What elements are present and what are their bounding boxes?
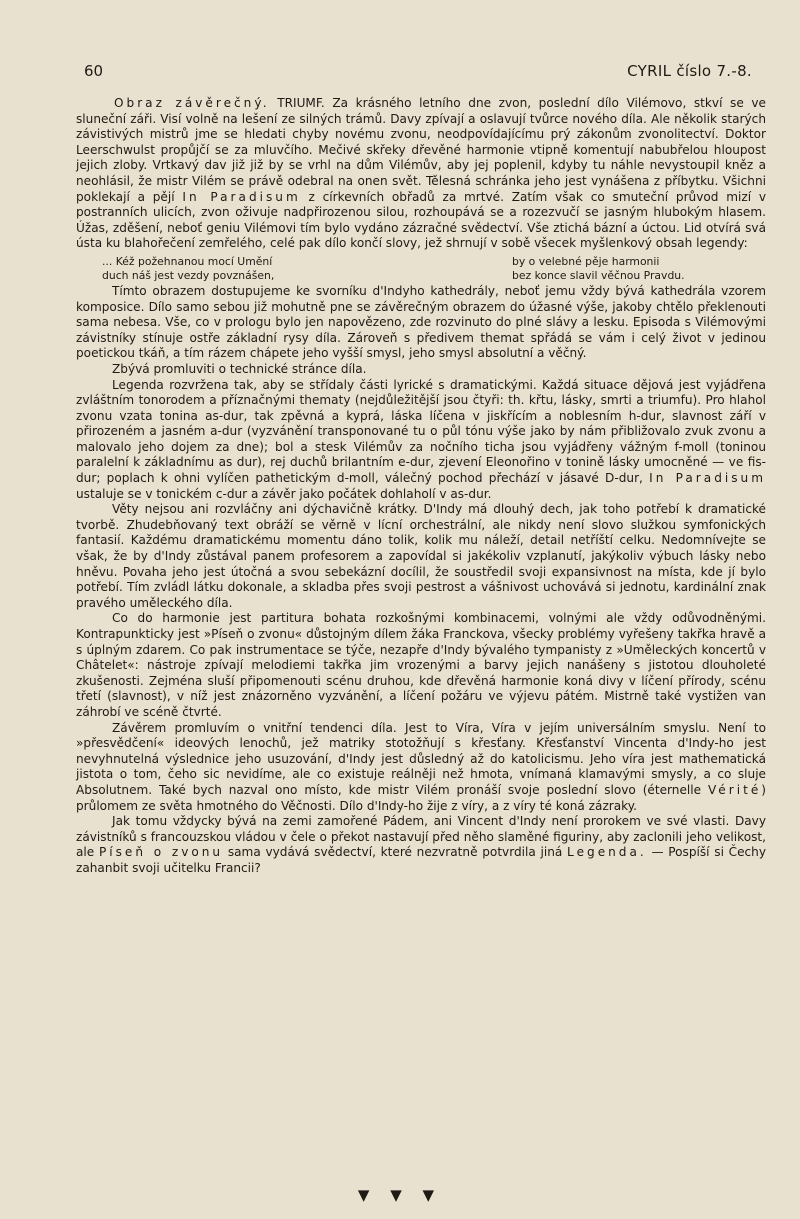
paragraph-text: Jak tomu vždycky bývá na zemi zamořené Pádem, ani Vincent d'Indy není prorokem ve své vlasti. Davy závistníků s francouzskou vládou v čele o překot nastavují před něho slaměné figuriny, aby zaclonili jeho velikost, ale xyxy=(76,814,766,860)
article-body xyxy=(76,96,766,877)
paragraph-text: Legenda rozvržena tak, aby se střídaly části lyrické s dramatickými. Každá situace dějová jest vyjádřena zvláštním tonorodem a příznačnými thematy (nejdůležitější jsou čtyři: th. křtu, lásky, smrti a triumfu). Pro hlahol zvonu vzata tonina as-dur, tak zpěvná a kyprá, láska líčena v jiskřícím a noblesním h-dur, slavnost září v přirozeném a jasném a-dur (vyzvánění transponované tu o půl tónu výše jako by nám přibližovalo zvuk zvonu a malovalo jeho dojem za dne); bol a stesk Vilémův za nočního ticha jsou vyjádřeny vážným f-moll (toninou paralelní k základnímu as dur), rej duchů brilantním e-dur, zjevení Eleonořino v tonině lásky umocněné — ve fis-dur; poplach k ohni vylíčen pathetickým d-moll, válečný pochod přechází v jásavé D-dur, xyxy=(76,377,766,486)
running-title: CYRIL číslo 7.-8. xyxy=(627,62,752,80)
paragraph-cathedral: Tímto obrazem dostupujeme ke svorníku d'Indyho kathedrály, neboť jemu vždy bývá kathedrála vzorem komposice. Dílo samo sebou již mohutně pne se závěrečným obrazem do úžasné výše, jakoby chtělo překlenouti sama nebesa. Vše, co v prologu bylo jen napovězeno, zde rozvinuto do plné slávy a lesku. Episoda s Vilémovými závistníky stínuje ostře základní rysy díla. Zároveň s předivem themat spřádá se vám i celý život v jedinou poetickou tkáň, a tím rázem chápete jeho vyšší smysl, jeho smysl absolutní a věčný. xyxy=(76,283,766,361)
pisen-o-zvonu-title: Píseň o zvonu xyxy=(98,845,224,860)
paragraph-text: Za krásného letního dne zvon, poslední dílo Vilémovo, stkví se ve sluneční záři. Visí volně na lešení ze silných trámů. Davy zpívají a oslavují tvůrce nového díla. Ale několik starých závistivých mistrů jme se hledati chyby novému zvonu, neodpovídajícímu prý zákonům zvonolitectví. Doktor Leerschwulst propůjčí se za mluvčího. Mečivé skřeky dřevěné harmonie vtipně komentují nabubřelou hloupost jejich zloby. Vrtkavý dav již již by se vrhl na dům Vilémův, aby jej poplenil, kdyby tu náhle nevystoupil kněz a neohlásil, že mistr Vilém se právě odebral na onen svět. Tělesná schránka jeho jest vynášena z příbytku. Všichni poklekají a pějí xyxy=(76,96,766,204)
paragraph-phrasing: Věty nejsou ani rozvláčny ani dýchavičně krátky. D'Indy má dlouhý dech, jak toho potřebí k dramatické tvorbě. Zhudebňovaný text obráží se věrně v lícní orchestrální, ale nikdy není slovo služkou symfonických fantasií. Každému dramatickému momentu dáno tolik, kolik mu náleží, detail netříští celku. Nedomnívejte se však, že by d'Indy zůstával panem profesorem a zapovídal si jakékoliv vzplanutí, jakýkoliv výbuch lásky nebo hněvu. Povaha jeho jest útočná a svou sebekázní docílil, že soustředil svoji expansivnost na místa, kde jí bylo potřebí. Tím zvládl látku dokonale, a skladba přes svoji pestrost a vášnivost uchovává si jednotu, kardinální znak pravého uměleckého díla. xyxy=(76,502,766,610)
paragraph-final-scene xyxy=(76,96,766,252)
paragraph-prophet xyxy=(76,814,766,876)
paragraph-harmony: Co do harmonie jest partitura bohata rozkošnými kombinacemi, volnými ale vždy odůvodněnými. Kontrapunkticky jest »Píseň o zvonu« důstojným dílem žáka Franckova, všecky problémy vyřešeny takřka hravě a s úplným zdarem. Co pak instrumentace se týče, nezapře d'Indy bývalého tympanisty z »Uměleckých koncertů v Châtelet«: nástroje zpívají melodiemi takřka jim vrozenými a barvy jejich nanášeny s jistotou dlouholeté zkušenosti. Zejména sluší připomenouti scénu druhou, kde dřevěná harmonie koná divy v líčení přírody, scénu třetí (slavnost), v níž jest znázorněno vyzvánění, a líčení požáru ve výjevu pátém. Mistrně také vystižen van záhrobí ve scéně čtvrté. xyxy=(76,611,766,719)
page-header xyxy=(84,62,752,84)
page-number: 60 xyxy=(84,62,104,80)
verse-right-column xyxy=(512,255,752,283)
paragraph-tonality xyxy=(76,378,766,503)
verse-left-column xyxy=(102,255,274,283)
verse-line: by o velebné pěje harmonii xyxy=(512,254,660,268)
paragraph-faith xyxy=(76,721,766,815)
in-paradisum-title: In Paradisum xyxy=(182,189,301,204)
section-end-ornament: ▼ ▼ ▼ xyxy=(357,1186,443,1204)
verite-word: Vérité xyxy=(707,782,762,797)
paragraph-text-continued: ustaluje se v tonickém c-dur a závěr jako počátek dohlaholí v as-dur. xyxy=(76,486,492,501)
paragraph-text-continued: z církevních obřadů za mrtvé. Zatím však co smuteční průvod mizí v postranních ulicích, zvon oživuje nadpřirozenou silou, rozhoupává se a rozezvučí se jasným hlubokým hlasem. Úžas, zděšení, neboť geniu Vilémovi tím bylo vydáno zázračné svědectví. Vše ztichá bázní a úctou. Lid otvírá svá ústa ku blahořečení zemřelého, celé pak dílo končí slovy, jež shrnují v sobě všecek myšlenkový obsah legendy: xyxy=(76,189,766,251)
paragraph-text-continued: sama vydává svědectví, které nezvratně potvrdila jiná xyxy=(227,845,563,860)
verse-line: bez konce slavil věčnou Pravdu. xyxy=(512,268,685,282)
scene-heading: Obraz závěrečný. xyxy=(114,96,270,110)
paragraph-text-end: — Pospíší si Čechy zahanbit svoji učitelku Francii? xyxy=(76,845,766,875)
in-paradisum-title: In Paradisum xyxy=(649,471,766,486)
verse-quote xyxy=(102,255,752,283)
scene-title: TRIUMF. xyxy=(277,96,325,110)
paragraph-text-continued: ) průlomem ze světa hmotného do Věčnosti. Dílo d'Indy-ho žije z víry, a z víry té koná zázraky. xyxy=(76,782,766,813)
verse-line: ... Kéž požehnanou mocí Umění xyxy=(102,254,273,268)
paragraph-text: Závěrem promluvím o vnitřní tendenci díla. Jest to Víra, Víra v jejím universálním smyslu. Není to »přesvědčení« ideových lenochů, jež matriky stotožňují s křesťany. Křesťanství Vincenta d'Indy-ho jest nevyhnutelná výslednice jeho usuzování, d'Indy jest důsledný až do katolicismu. Jeho víra jest mathematická jistota o tom, čeho sic nevidíme, ale co existuje reálněji než hmota, vnímaná klamavými smysly, a co sluje Absolutnem. Také bych nazval ono místo, kde mistr Vilém pronáší svoje poslední slovo (éternelle xyxy=(76,720,766,797)
verse-line: duch náš jest vezdy povznášen, xyxy=(102,268,275,282)
paragraph-technical-intro: Zbývá promluviti o technické stránce díla. xyxy=(112,361,367,376)
legenda-word: Legenda. xyxy=(567,845,647,860)
